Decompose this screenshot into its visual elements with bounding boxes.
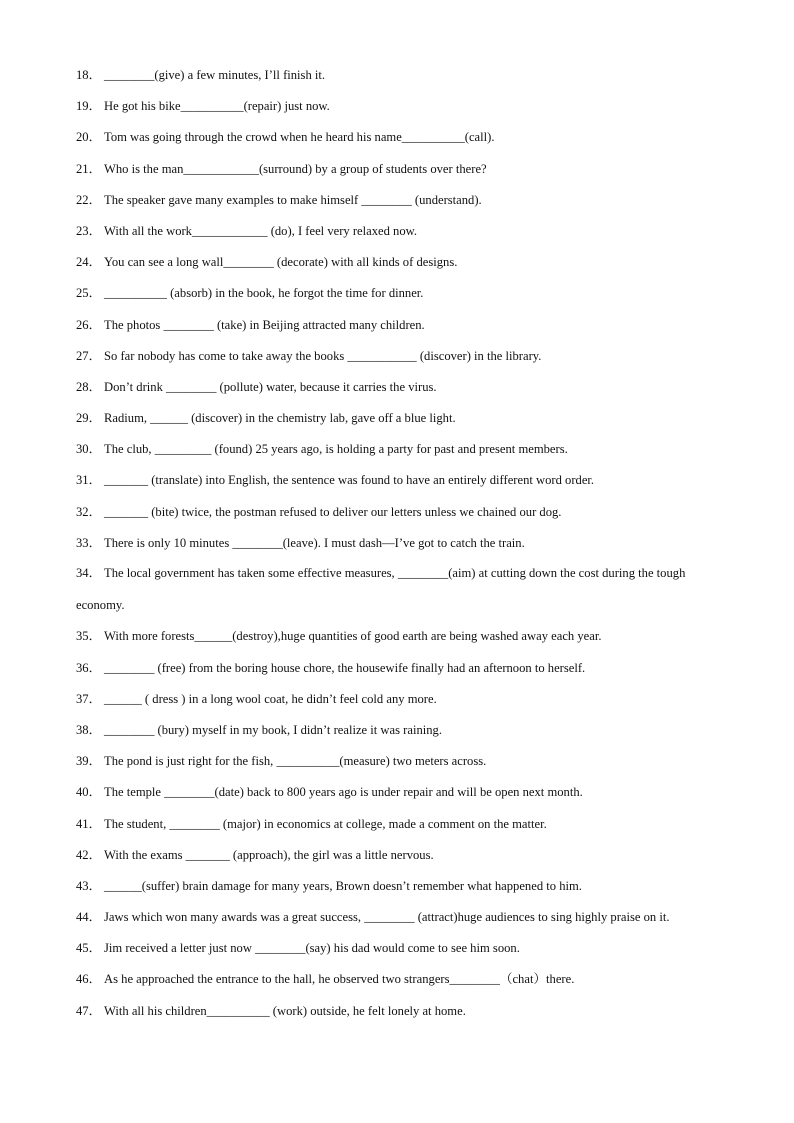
question-item	[76, 721, 726, 752]
question-number: 24．	[76, 255, 102, 270]
question-number: 35．	[76, 629, 102, 644]
question-item	[76, 378, 726, 409]
question-item	[76, 191, 726, 222]
question-text: The photos ________ (take) in Beijing attracted many children.	[104, 317, 425, 332]
question-item	[76, 222, 726, 253]
question-number: 43．	[76, 878, 102, 893]
question-number: 20．	[76, 130, 102, 145]
question-number: 37．	[76, 691, 102, 706]
question-number: 41．	[76, 816, 102, 831]
question-text: _______ (translate) into English, the sentence was found to have an entirely different word order.	[104, 473, 595, 488]
question-item	[76, 160, 726, 191]
question-text: __________ (absorb) in the book, he forgot the time for dinner.	[104, 286, 424, 301]
question-text: The student, ________ (major) in economics at college, made a comment on the matter.	[104, 816, 547, 831]
question-number: 34．	[76, 566, 102, 581]
question-number: 42．	[76, 847, 102, 862]
question-text: The temple ________(date) back to 800 years ago is under repair and will be open next month.	[104, 785, 583, 800]
question-number: 28．	[76, 379, 102, 394]
question-item	[76, 253, 726, 284]
question-text: With all the work____________ (do), I feel very relaxed now.	[104, 223, 418, 238]
question-item	[76, 783, 726, 814]
question-item	[76, 690, 726, 721]
question-number: 29．	[76, 411, 102, 426]
question-text: ________(give) a few minutes, I’ll finish it.	[104, 68, 326, 82]
question-item	[76, 66, 726, 97]
question-text: The local government has taken some effective measures, ________(aim) at cutting down the cost during the tough economy.	[76, 566, 686, 612]
question-text: Radium, ______ (discover) in the chemistry lab, gave off a blue light.	[104, 411, 456, 426]
question-item	[76, 939, 726, 970]
question-text: _______ (bite) twice, the postman refused to deliver our letters unless we chained our dog.	[104, 504, 562, 519]
question-item	[76, 471, 726, 502]
question-item	[76, 347, 726, 378]
question-text: Who is the man____________(surround) by a group of students over there?	[104, 161, 487, 176]
question-text: You can see a long wall________ (decorate) with all kinds of designs.	[104, 255, 458, 270]
question-number: 21．	[76, 161, 102, 176]
question-text: Jim received a letter just now ________(say) his dad would come to see him soon.	[104, 941, 520, 956]
question-item	[76, 970, 726, 1001]
question-number: 46．	[76, 972, 102, 987]
question-text: Tom was going through the crowd when he heard his name__________(call).	[104, 130, 495, 145]
question-item	[76, 627, 726, 658]
question-number: 45．	[76, 941, 102, 956]
question-text: The speaker gave many examples to make himself ________ (understand).	[104, 192, 482, 207]
question-item	[76, 409, 726, 440]
question-number: 30．	[76, 442, 102, 457]
question-number: 18．	[76, 68, 102, 82]
exercise-list	[76, 66, 726, 1033]
question-number: 33．	[76, 535, 102, 550]
question-number: 38．	[76, 722, 102, 737]
question-text: As he approached the entrance to the hall, he observed two strangers________（chat）there.	[104, 972, 575, 987]
question-text: The pond is just right for the fish, __________(measure) two meters across.	[104, 754, 487, 769]
question-text: With more forests______(destroy),huge quantities of good earth are being washed away each year.	[104, 629, 602, 644]
question-number: 27．	[76, 348, 102, 363]
question-item	[76, 128, 726, 159]
question-item	[76, 846, 726, 877]
question-text: Jaws which won many awards was a great success, ________ (attract)huge audiences to sing highly praise on it.	[104, 909, 670, 924]
question-text: ________ (bury) myself in my book, I didn’t realize it was raining.	[104, 722, 442, 737]
question-text: With the exams _______ (approach), the girl was a little nervous.	[104, 847, 434, 862]
question-item	[76, 97, 726, 128]
question-number: 47．	[76, 1003, 102, 1018]
question-text: ______(suffer) brain damage for many years, Brown doesn’t remember what happened to him.	[104, 878, 582, 893]
question-item	[76, 659, 726, 690]
question-number: 44．	[76, 909, 102, 924]
question-item	[76, 316, 726, 347]
question-text: There is only 10 minutes ________(leave). I must dash—I’ve got to catch the train.	[104, 535, 525, 550]
question-text: So far nobody has come to take away the books ___________ (discover) in the library.	[104, 348, 542, 363]
question-item	[76, 902, 726, 933]
question-number: 40．	[76, 785, 102, 800]
question-item	[76, 558, 726, 620]
question-item	[76, 1002, 726, 1033]
question-number: 39．	[76, 754, 102, 769]
question-number: 19．	[76, 99, 102, 114]
question-text: ______ ( dress ) in a long wool coat, he didn’t feel cold any more.	[104, 691, 437, 706]
question-text: Don’t drink ________ (pollute) water, because it carries the virus.	[104, 379, 437, 394]
question-number: 31．	[76, 473, 102, 488]
question-number: 32．	[76, 504, 102, 519]
question-number: 25．	[76, 286, 102, 301]
question-item	[76, 815, 726, 846]
question-text: ________ (free) from the boring house chore, the housewife finally had an afternoon to herself.	[104, 660, 586, 675]
question-text: With all his children__________ (work) outside, he felt lonely at home.	[104, 1003, 466, 1018]
question-text: He got his bike__________(repair) just now.	[104, 99, 330, 114]
question-number: 22．	[76, 192, 102, 207]
question-item	[76, 440, 726, 471]
question-number: 26．	[76, 317, 102, 332]
question-text: The club, _________ (found) 25 years ago, is holding a party for past and present members.	[104, 442, 568, 457]
question-item	[76, 503, 726, 534]
question-number: 23．	[76, 223, 102, 238]
question-number: 36．	[76, 660, 102, 675]
question-item	[76, 752, 726, 783]
question-item	[76, 284, 726, 315]
